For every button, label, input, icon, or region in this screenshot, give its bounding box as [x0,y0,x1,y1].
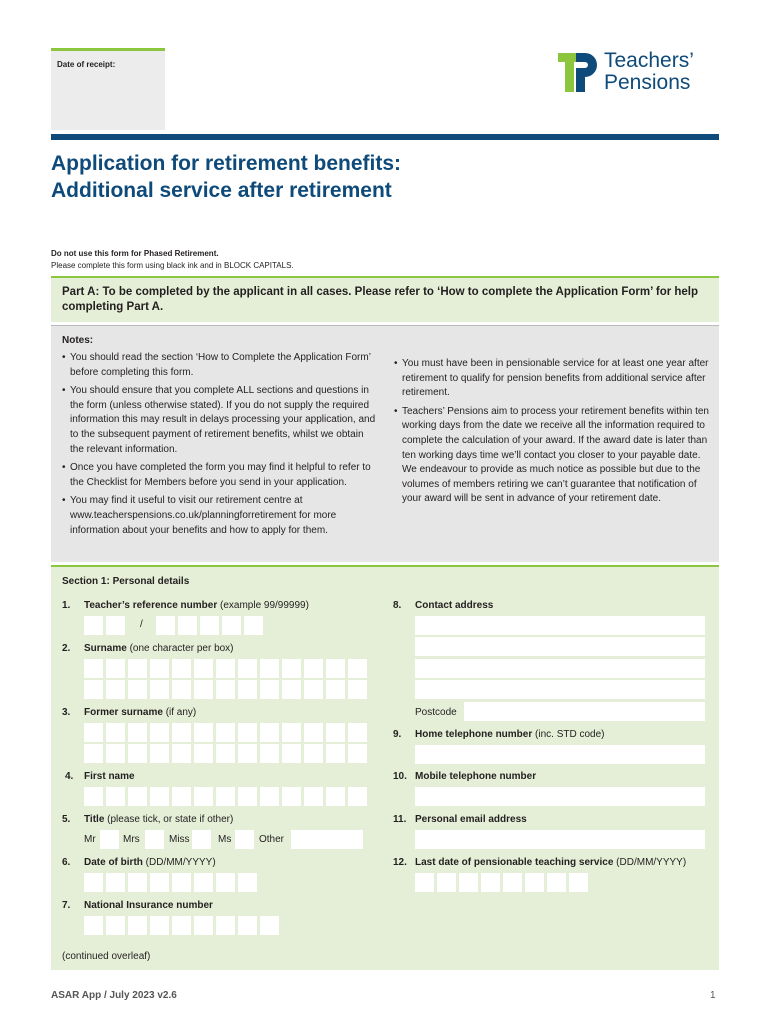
character-box[interactable] [304,680,323,699]
q8-title: Contact address [415,600,494,611]
section-1-heading: Section 1: Personal details [62,576,190,587]
logo-text-line1: Teachers’ [604,49,694,72]
character-box[interactable] [128,680,147,699]
q1-hint: (example 99/99999) [217,600,309,611]
character-box[interactable] [172,873,191,892]
q5-title: Title [84,814,105,825]
q4-number: 4. [65,771,74,782]
character-box[interactable] [194,916,213,935]
ink-instruction: Please complete this form using black ink and in BLOCK CAPITALS. [51,261,294,270]
character-box[interactable] [216,744,235,763]
character-box[interactable] [216,916,235,935]
q4-text [84,771,135,782]
q2-number: 2. [62,643,71,654]
character-box[interactable] [128,723,147,742]
character-box[interactable] [238,873,257,892]
character-box[interactable] [194,680,213,699]
q1-number: 1. [62,600,71,611]
character-box[interactable] [84,680,103,699]
q11-title: Personal email address [415,814,527,825]
character-box[interactable] [304,787,323,806]
character-box[interactable] [238,916,257,935]
q7-title: National Insurance number [84,900,213,911]
note-item: • Teachers’ Pensions aim to process your retirement benefits within ten working days from the date we receive all the information required to complete the calculation of your award. If the award date is later than ten working days time we’ll contact you closer to your payable date. We endeavour to provide as much notice as possible but due to the volumes of members retiring we can’t guarantee that notification of your award will be sent in advance of your retirement date. [394,405,712,507]
character-box[interactable] [106,616,125,635]
character-box[interactable] [172,659,191,678]
header-divider [51,134,719,140]
q5-number: 5. [62,814,71,825]
q3-hint: (if any) [162,707,197,718]
reference-slash: / [140,619,143,630]
character-box[interactable] [569,873,588,892]
character-box[interactable] [178,616,197,635]
character-box[interactable] [525,873,544,892]
q12-hint: (DD/MM/YYYY) [613,857,687,868]
character-box[interactable] [194,723,213,742]
q2-text [84,643,234,654]
q8-text [415,600,493,611]
q9-hint: (inc. STD code) [532,729,605,740]
character-box[interactable] [84,787,103,806]
character-box[interactable] [304,723,323,742]
character-box[interactable] [238,659,257,678]
address-line-3[interactable] [415,659,705,678]
character-box[interactable] [194,787,213,806]
q6-title: Date of birth [84,857,143,868]
date-of-receipt-box [51,48,165,130]
character-box[interactable] [260,659,279,678]
character-box[interactable] [84,873,103,892]
part-a-banner: Part A: To be completed by the applicant in all cases. Please refer to ‘How to complete the Application Form’ for help completing Part A. [51,276,719,322]
address-line-1[interactable] [415,616,705,635]
character-box[interactable] [222,616,241,635]
title-option-mrs: Mrs [123,834,140,845]
character-box[interactable] [150,680,169,699]
q3-number: 3. [62,707,71,718]
title-checkbox-mr[interactable] [100,830,119,849]
q4-title: First name [84,771,135,782]
q12-title: Last date of pensionable teaching service [415,857,614,868]
character-box[interactable] [547,873,566,892]
address-line-2[interactable] [415,637,705,656]
q10-number: 10. [393,771,407,782]
character-box[interactable] [84,659,103,678]
character-box[interactable] [481,873,500,892]
q5-hint: (please tick, or state if other) [104,814,234,825]
note-item: • You must have been in pensionable service for at least one year after retirement to qualify for pension benefits from additional service after retirement. [394,357,712,401]
character-box[interactable] [282,723,301,742]
character-box[interactable] [238,723,257,742]
character-box[interactable] [282,659,301,678]
character-box[interactable] [437,873,456,892]
postcode-field[interactable] [464,702,705,721]
q9-number: 9. [393,729,402,740]
character-box[interactable] [106,680,125,699]
character-box[interactable] [348,744,367,763]
address-line-4[interactable] [415,680,705,699]
character-box[interactable] [128,916,147,935]
character-box[interactable] [260,916,279,935]
page-title [51,150,401,204]
character-box[interactable] [304,744,323,763]
title-line1: Application for retirement benefits: [51,152,402,175]
character-box[interactable] [238,744,257,763]
phased-retirement-warning: Do not use this form for Phased Retirement. [51,249,219,258]
character-box[interactable] [106,744,125,763]
notes-right-column [394,357,712,511]
postcode-label: Postcode [415,707,457,718]
character-box[interactable] [84,723,103,742]
character-box[interactable] [128,744,147,763]
character-box[interactable] [282,744,301,763]
q1-text [84,600,309,611]
character-box[interactable] [84,616,103,635]
q7-number: 7. [62,900,71,911]
form-code: ASAR App / July 2023 v2.6 [51,990,177,1001]
q12-text [415,857,686,868]
logo-text-line2: Pensions [604,71,691,94]
character-box[interactable] [84,916,103,935]
page-number: 1 [710,990,716,1001]
date-of-receipt-label: Date of receipt: [57,60,116,69]
character-box[interactable] [282,787,301,806]
email-field[interactable] [415,830,705,849]
character-box[interactable] [150,659,169,678]
character-box[interactable] [326,680,345,699]
q3-text [84,707,196,718]
q2-hint: (one character per box) [126,643,234,654]
title-option-ms: Ms [218,834,232,845]
character-box[interactable] [106,723,125,742]
character-box[interactable] [216,659,235,678]
character-box[interactable] [128,659,147,678]
continued-overleaf: (continued overleaf) [62,951,151,962]
character-box[interactable] [326,744,345,763]
character-box[interactable] [348,787,367,806]
tp-logo-icon [558,50,598,94]
q6-text [84,857,216,868]
character-box[interactable] [106,873,125,892]
character-box[interactable] [200,616,219,635]
character-box[interactable] [128,873,147,892]
title-checkbox-ms[interactable] [235,830,254,849]
q6-hint: (DD/MM/YYYY) [142,857,216,868]
character-box[interactable] [172,916,191,935]
q6-number: 6. [62,857,71,868]
character-box[interactable] [304,659,323,678]
character-box[interactable] [194,873,213,892]
character-box[interactable] [216,723,235,742]
character-box[interactable] [282,680,301,699]
title-option-other: Other [259,834,285,845]
character-box[interactable] [84,744,103,763]
character-box[interactable] [503,873,522,892]
character-box[interactable] [238,787,257,806]
notes-left-column [62,351,380,542]
title-option-miss: Miss [169,834,190,845]
q10-title: Mobile telephone number [415,771,537,782]
notes-heading: Notes: [62,335,94,346]
character-box[interactable] [216,873,235,892]
q9-title: Home telephone number [415,729,533,740]
character-box[interactable] [150,916,169,935]
character-box[interactable] [150,787,169,806]
character-box[interactable] [238,680,257,699]
q9-text [415,729,605,740]
character-box[interactable] [326,723,345,742]
title-checkbox-miss[interactable] [192,830,211,849]
note-item: • You should ensure that you complete ALL sections and questions in the form (unless otherwise stated). If you do not supply the required information this may result in delays processing your application, and to the subsequent payment of retirement benefits, whilst we obtain the relevant information. [62,384,380,457]
character-box[interactable] [260,723,279,742]
title-checkbox-mrs[interactable] [145,830,164,849]
q1-title: Teacher’s reference number [84,600,218,611]
character-box[interactable] [150,873,169,892]
title-line2: Additional service after retirement [51,179,392,202]
character-box[interactable] [326,659,345,678]
notes-panel [51,325,719,562]
note-item: • Once you have completed the form you may find it helpful to refer to the Checklist for Members before you send in your application. [62,461,380,490]
q5-text [84,814,233,825]
note-item: • You should read the section ‘How to Complete the Application Form’ before completing this form. [62,351,380,380]
q7-text [84,900,213,911]
character-box[interactable] [172,680,191,699]
character-box[interactable] [260,680,279,699]
character-box[interactable] [194,659,213,678]
character-box[interactable] [106,787,125,806]
q11-number: 11. [393,814,407,825]
character-box[interactable] [260,744,279,763]
q11-text [415,814,527,825]
character-box[interactable] [459,873,478,892]
character-box[interactable] [348,723,367,742]
character-box[interactable] [326,787,345,806]
q8-number: 8. [393,600,402,611]
character-box[interactable] [172,787,191,806]
character-box[interactable] [194,744,213,763]
character-box[interactable] [244,616,263,635]
character-box[interactable] [156,616,175,635]
q3-title: Former surname [84,707,163,718]
character-box[interactable] [348,680,367,699]
character-box[interactable] [172,723,191,742]
character-box[interactable] [348,659,367,678]
character-box[interactable] [150,744,169,763]
section-1-personal-details [51,565,719,970]
character-box[interactable] [106,916,125,935]
character-box[interactable] [216,680,235,699]
character-box[interactable] [216,787,235,806]
q2-title: Surname [84,643,127,654]
q12-number: 12. [393,857,407,868]
character-box[interactable] [106,659,125,678]
character-box[interactable] [172,744,191,763]
home-telephone-field[interactable] [415,745,705,764]
note-item: • You may find it useful to visit our retirement centre at www.teacherspensions.co.uk/planningforretirement for more information about your benefits and how to apply for them. [62,494,380,538]
q10-text [415,771,536,782]
title-option-mr: Mr [84,834,96,845]
character-box[interactable] [415,873,434,892]
character-box[interactable] [260,787,279,806]
mobile-telephone-field[interactable] [415,787,705,806]
character-box[interactable] [128,787,147,806]
character-box[interactable] [150,723,169,742]
title-other-field[interactable] [291,830,363,849]
teachers-pensions-logo [558,50,728,96]
